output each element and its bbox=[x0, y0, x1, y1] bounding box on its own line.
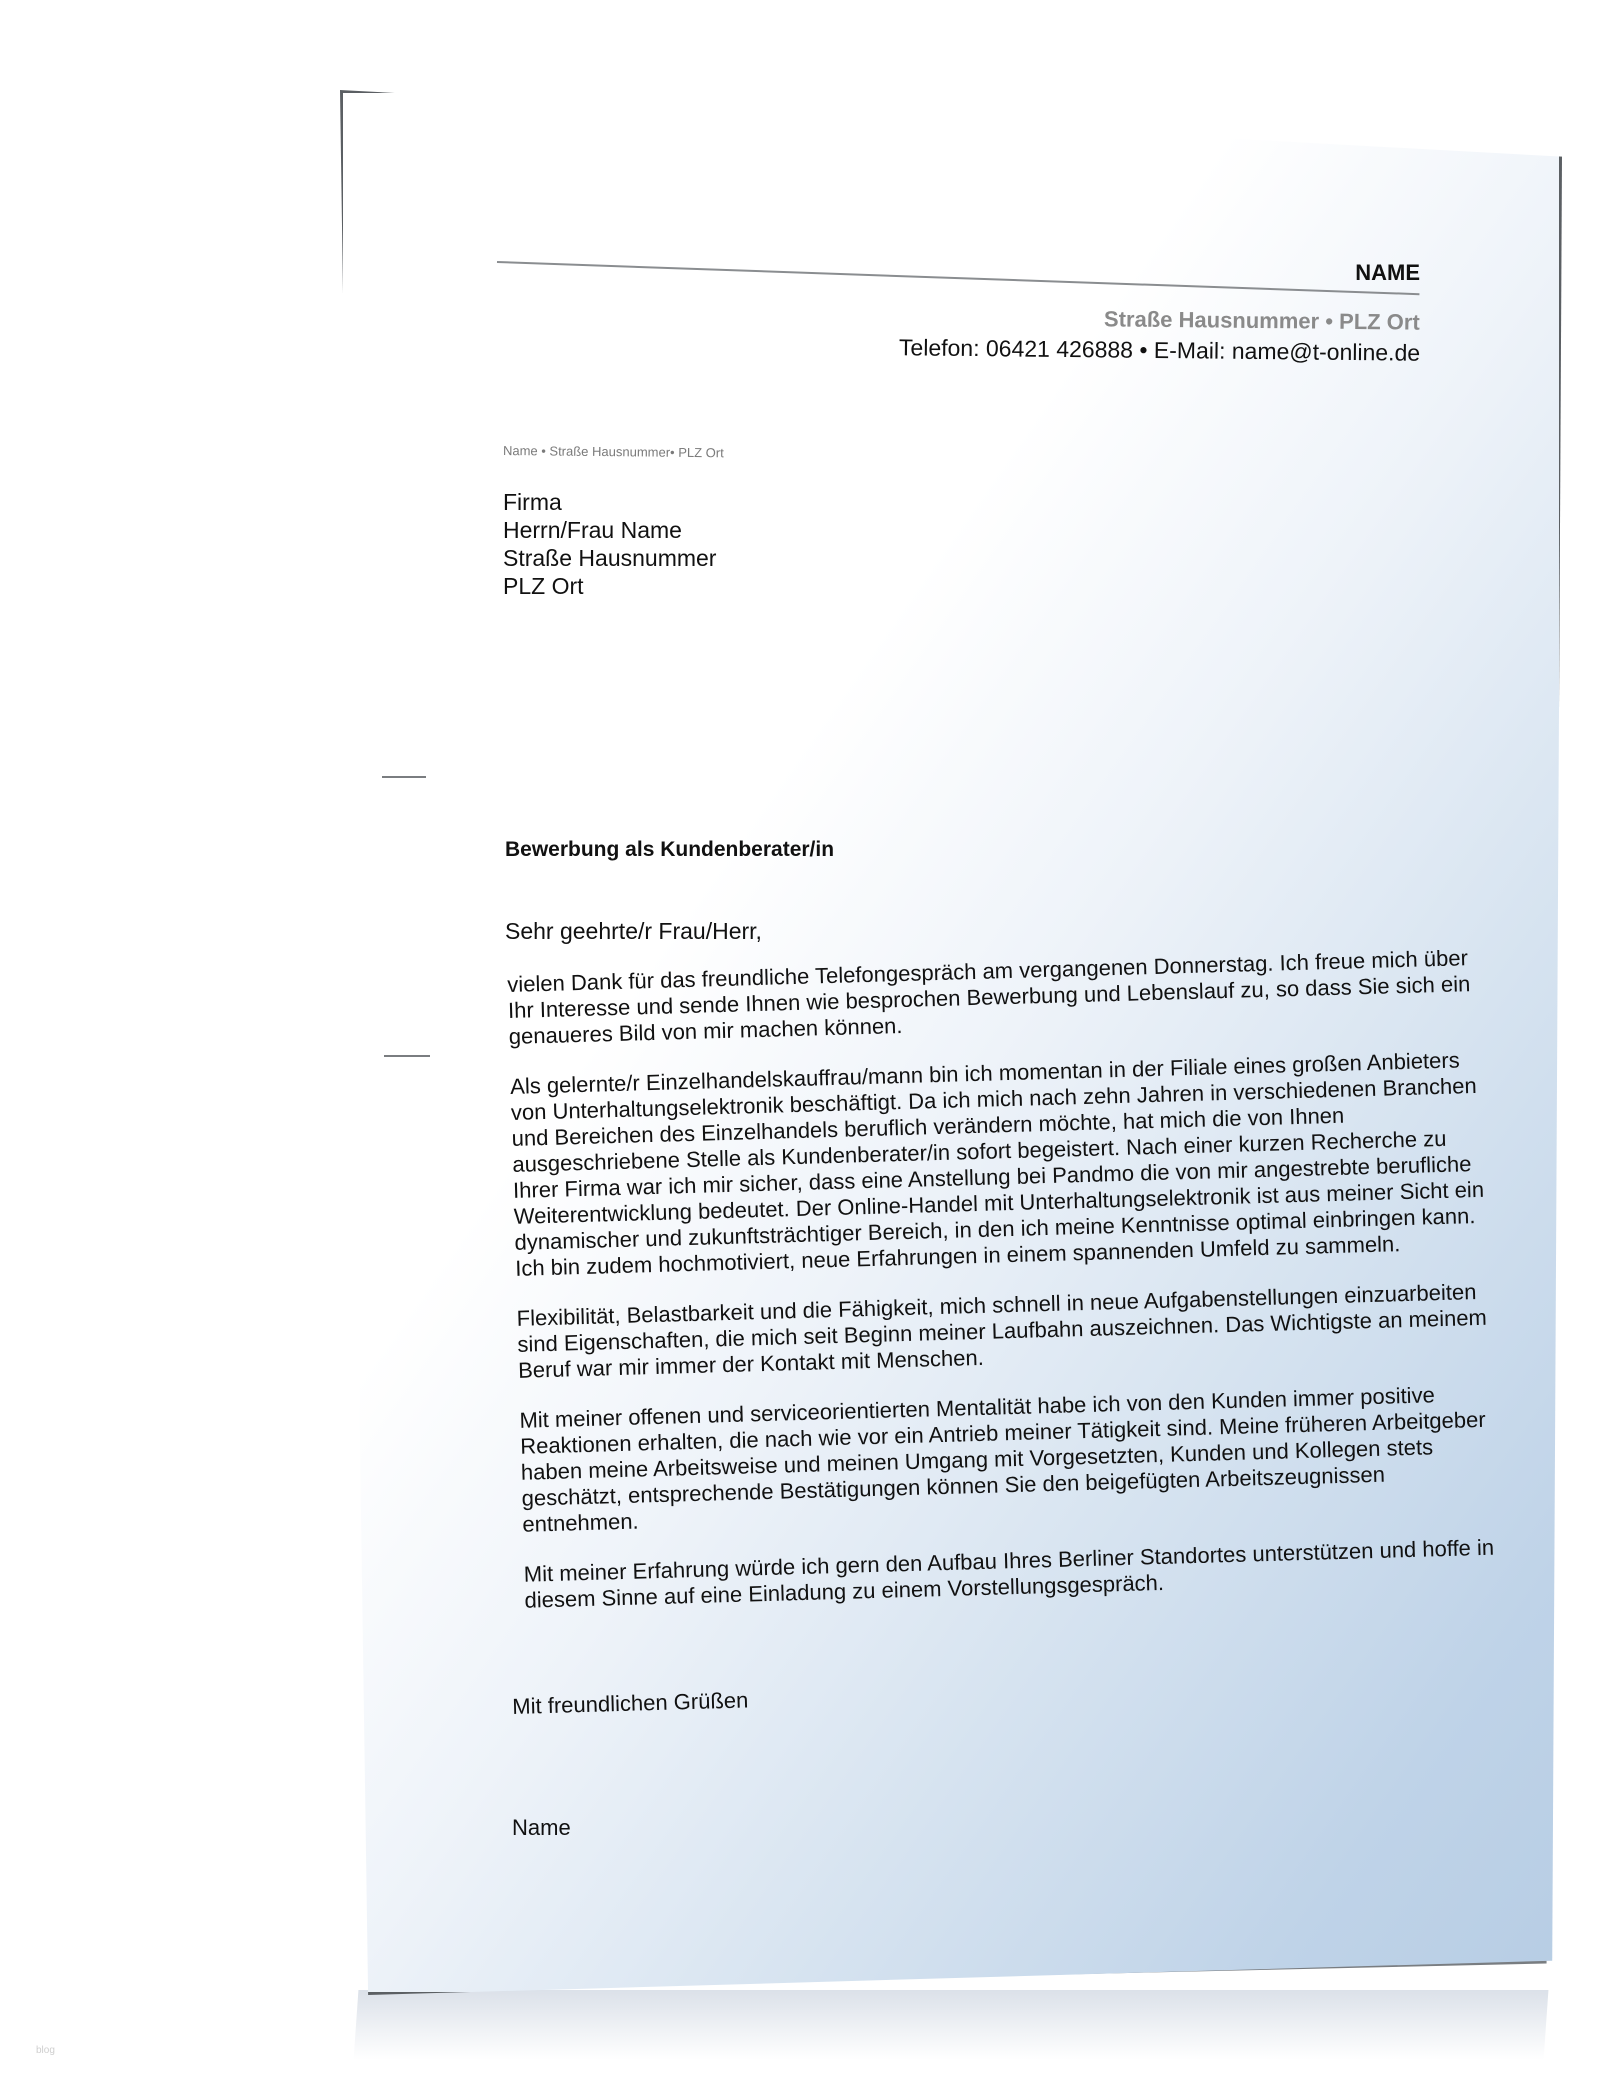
recipient-city: PLZ Ort bbox=[503, 573, 584, 599]
body-paragraph: Flexibilität, Belastbarkeit und die Fähigkeit, mich schnell in neue Aufgabenstellungen einzuarbeiten sind Eigenschaften, die mich seit Beginn meiner Laufbahn auszeichnen. Das Wichtigste an meinem Beruf war mir immer der Kontakt mit Menschen. bbox=[516, 1279, 1488, 1383]
fold-mark-middle bbox=[384, 1055, 430, 1057]
body-paragraph: Mit meiner Erfahrung würde ich gern den Aufbau Ihres Berliner Standortes unterstützen und hoffe in diesem Sinne auf eine Einladung zu einem Vorstellungsgespräch. bbox=[523, 1534, 1495, 1613]
recipient-company: Firma bbox=[503, 489, 562, 515]
body-paragraph: Als gelernte/r Einzelhandelskauffrau/mann bin ich momentan in der Filiale eines großen Anbieters von Unterhaltungselektronik beschäftigt. Da ich mich nach zehn Jahren in verschiedenen Branchen und Bereichen des Einzelhandels beruflich verändern möchte, hat mich die von Ihnen ausgeschriebene Stelle als Kundenberater/in sofort begeistert. Nach einer kurzen Recherche zu Ihrer Firma war ich mir sicher, dass eine Anstellung bei Pandmo die von mir angestrebte berufliche Weiterentwicklung bedeutet. Der Online-Handel mit Unterhaltungselektronik ist aus meiner Sicht ein dynamischer und zukunftsträchtiger Bereich, in den ich meine Kenntnisse optimal einbringen kann. Ich bin zudem hochmotiviert, neue Erfahrungen in einem spannenden Umfeld zu sammeln. bbox=[509, 1047, 1485, 1281]
header-name: NAME bbox=[1355, 260, 1420, 285]
letter-salutation: Sehr geehrte/r Frau/Herr, bbox=[505, 918, 762, 944]
fold-mark-top bbox=[382, 776, 426, 778]
letter-subject: Bewerbung als Kundenberater/in bbox=[505, 838, 835, 861]
body-paragraph: Mit meiner offenen und serviceorientierten Mentalität habe ich von den Kunden immer positive Reaktionen erhalten, die nach wie vor ein Antrieb meiner Tätigkeit sind. Meine früheren Arbeitgeber haben meine Arbeitsweise und meinen Umgang mit Vorgesetzten, Kunden und Kollegen stets geschätzt, entsprechende Bestätigungen können Sie den beigefügten Arbeitszeugnissen entnehmen. bbox=[519, 1382, 1486, 1537]
header-address: Straße Hausnummer • PLZ Ort bbox=[1104, 306, 1421, 335]
header-rule bbox=[497, 261, 1420, 295]
recipient-person: Herrn/Frau Name bbox=[503, 517, 682, 543]
recipient-street: Straße Hausnummer bbox=[503, 545, 717, 571]
sender-return-address: Name • Straße Hausnummer• PLZ Ort bbox=[502, 443, 724, 461]
corner-watermark: blog bbox=[36, 2045, 55, 2056]
letter-body bbox=[507, 945, 1505, 1638]
letter-closing: Mit freundlichen Grüßen bbox=[512, 1687, 749, 1719]
recipient-block bbox=[503, 488, 716, 600]
body-paragraph: vielen Dank für das freundliche Telefongespräch am vergangenen Donnerstag. Ich freue mich über Ihr Interesse und sende Ihnen wie besprochen Bewerbung und Lebenslauf zu, so dass Sie sich ein genaueres Bild von mir machen können. bbox=[507, 945, 1471, 1049]
header-contact: Telefon: 06421 426888 • E-Mail: name@t-online.de bbox=[898, 334, 1421, 366]
letter-signature: Name bbox=[512, 1815, 571, 1840]
